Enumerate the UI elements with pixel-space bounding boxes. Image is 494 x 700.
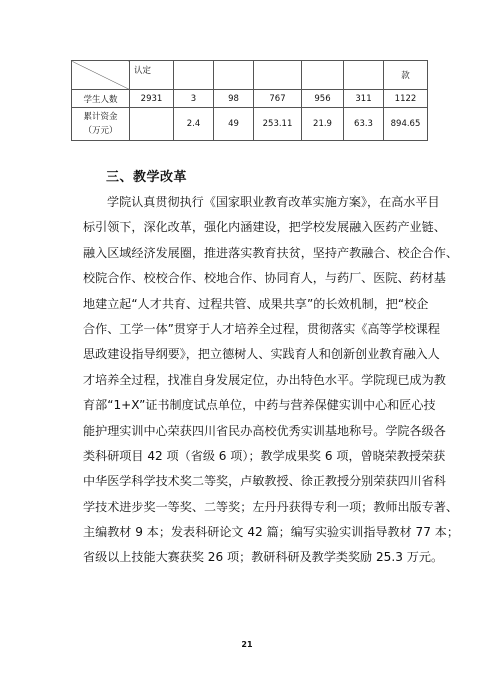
- table-header-cell: 款: [384, 61, 428, 90]
- paragraph-line: 能护理实训中心荣获四川省民办高校优秀实训基地称号。学院各级各: [83, 423, 446, 438]
- table-cell: 63.3: [344, 108, 384, 141]
- row-label: 学生人数: [72, 90, 130, 108]
- table-cell: [130, 108, 174, 141]
- table-cell: 98: [214, 90, 254, 108]
- table-cell: 2.4: [174, 108, 214, 141]
- table-header-row: [72, 61, 428, 90]
- table-cell: 1122: [384, 90, 428, 108]
- paragraph-line: 思政建设指导纲要》，把立德树人、实践育人和创新创业教育融入人: [83, 347, 440, 362]
- table-cell: 3: [174, 90, 214, 108]
- table-cell: 49: [214, 108, 254, 141]
- paragraph-line: 类科研项目 42 项（省级 6 项）；教学成果奖 6 项，曾晓荣教授荣获: [83, 448, 446, 463]
- table-cell: 894.65: [384, 108, 428, 141]
- table-cell: 253.11: [254, 108, 302, 141]
- section-heading: 三、教学改革: [106, 170, 188, 185]
- table-cell: 311: [344, 90, 384, 108]
- table-cell: 2931: [130, 90, 174, 108]
- paragraph-line: 省级以上技能大赛获奖 26 项；教研科研及教学类奖励 25.3 万元。: [83, 550, 444, 565]
- paragraph-line: 中华医学科学技术奖二等奖，卢敏教授、徐正教授分别荣获四川省科: [83, 474, 446, 489]
- table-cell: 21.9: [302, 108, 344, 141]
- paragraph-line: 合作、工学一体”贯穿于人才培养全过程，贯彻落实《高等学校课程: [83, 321, 440, 336]
- row-label-line: 累计资金: [83, 112, 118, 122]
- paragraph-line: 才培养全过程，找准自身发展定位，办出特色水平。学院现已成为教: [83, 372, 446, 387]
- table-row: [72, 90, 428, 108]
- paragraph-line: 主编教材 9 本；发表科研论文 42 篇；编写实验实训指导教材 77 本；: [83, 525, 459, 540]
- table-header-cell: [254, 61, 302, 90]
- paragraph-line: 融入区域经济发展圈，推进落实教育扶贫，坚持产教融合、校企合作、: [83, 245, 458, 260]
- paragraph-line: 学院认真贯彻执行《国家职业教育改革实施方案》，在高水平目: [107, 195, 440, 209]
- table-cell: 767: [254, 90, 302, 108]
- diagonal-header-cell: [72, 61, 130, 90]
- paragraph-line: 标引领下，深化改革，强化内涵建设，把学校发展融入医药产业链、: [83, 220, 446, 235]
- row-label-line: （万元）: [83, 126, 118, 136]
- table-cell: 956: [302, 90, 344, 108]
- table-header-cell: [214, 61, 254, 90]
- paragraph-line: 地建立起“人才共育、过程共管、成果共享”的长效机制，把“校企: [83, 296, 429, 311]
- table-header-cell: [344, 61, 384, 90]
- table-row: [72, 108, 428, 141]
- table-header-cell: 认定: [130, 61, 174, 90]
- table-header-cell: [302, 61, 344, 90]
- row-label: [72, 108, 130, 141]
- paragraph-line: 学技术进步奖一等奖、二等奖；左丹丹获得专利一项；教师出版专著、: [83, 499, 458, 514]
- page-number: 21: [241, 640, 253, 649]
- table-header-cell: [174, 61, 214, 90]
- paragraph-line: 育部“1+X”证书制度试点单位，中药与营养保健实训中心和匠心技: [83, 398, 436, 413]
- paragraph-line: 校院合作、校校合作、校地合作、协同育人，与药厂、医院、药材基: [83, 271, 446, 286]
- statistics-table: [71, 60, 428, 141]
- section-body: [83, 190, 459, 571]
